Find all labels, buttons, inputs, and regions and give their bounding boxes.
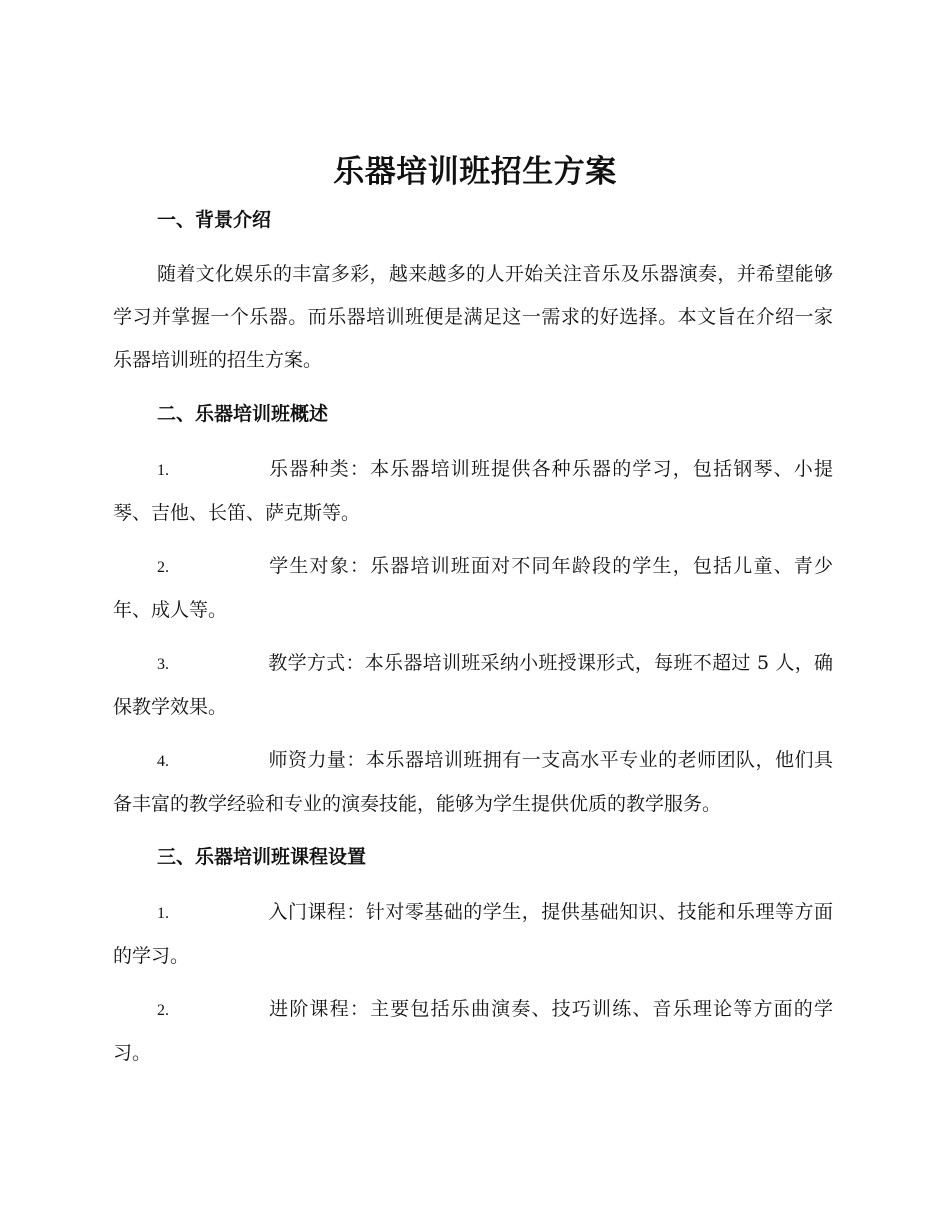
list-item-number: 3. (157, 656, 169, 673)
list-item-number: 4. (157, 753, 169, 770)
list-item (113, 448, 833, 535)
section-heading-courses: 三、乐器培训班课程设置 (157, 846, 367, 868)
list-item (113, 739, 833, 826)
list-item-text: 入门课程：针对零基础的学生，提供基础知识、技能和乐理等方面的学习。 (113, 901, 833, 967)
list-item-text: 教学方式：本乐器培训班采纳小班授课形式，每班不超过 5 人，确保教学效果。 (113, 652, 833, 718)
list-item (113, 545, 833, 632)
list-item (113, 891, 833, 978)
list-item-text: 学生对象：乐器培训班面对不同年龄段的学生，包括儿童、青少年、成人等。 (113, 555, 833, 621)
list-item (113, 988, 833, 1075)
document-title: 乐器培训班招生方案 (333, 154, 617, 190)
list-item-number: 2. (157, 559, 169, 576)
list-item-text: 进阶课程：主要包括乐曲演奏、技巧训练、音乐理论等方面的学习。 (113, 998, 833, 1064)
paragraph-background: 随着文化娱乐的丰富多彩，越来越多的人开始关注音乐及乐器演奏，并希望能够学习并掌握一个乐器。而乐器培训班便是满足这一需求的好选择。本文旨在介绍一家乐器培训班的招生方案。 (113, 263, 833, 371)
list-item (113, 642, 833, 729)
section-heading-background: 一、背景介绍 (157, 209, 272, 231)
list-item-text: 乐器种类：本乐器培训班提供各种乐器的学习，包括钢琴、小提琴、吉他、长笛、萨克斯等。 (113, 458, 833, 524)
section-heading-overview: 二、乐器培训班概述 (157, 403, 329, 425)
list-item-number: 2. (157, 1002, 169, 1019)
list-item-number: 1. (157, 462, 169, 479)
list-item-number: 1. (157, 905, 169, 922)
list-item-text: 师资力量：本乐器培训班拥有一支高水平专业的老师团队，他们具备丰富的教学经验和专业的演奏技能，能够为学生提供优质的教学服务。 (113, 749, 833, 815)
